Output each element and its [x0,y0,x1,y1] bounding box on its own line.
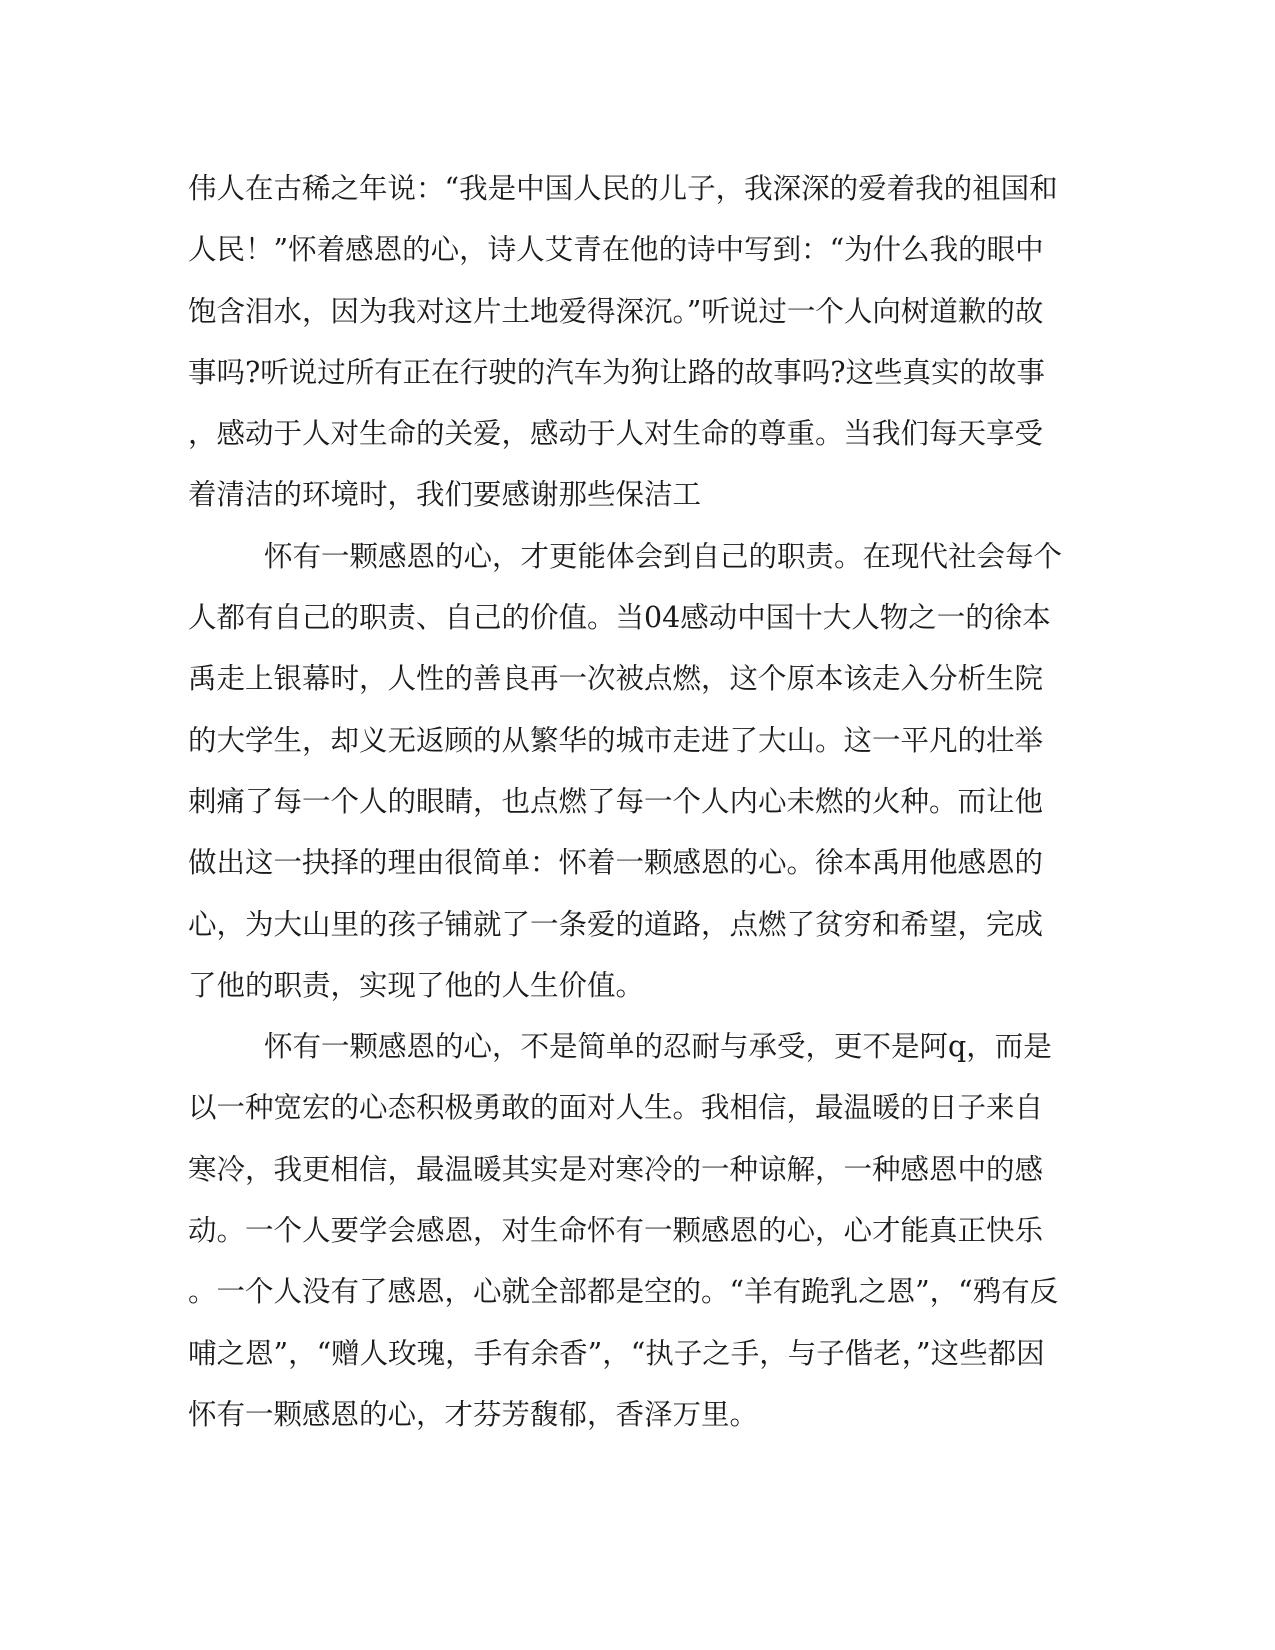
text-line: 伟人在古稀之年说：“我是中国人民的儿子，我深深的爱着我的祖国和 [188,172,1058,205]
text-line: 刺痛了每一个人的眼睛，也点燃了每一个人内心未燃的火种。而让他 [188,784,1044,818]
text-line: 哺之恩”，“赠人玫瑰，手有余香”，“执子之手，与子偕老，”这些都因 [188,1336,1045,1370]
paragraph-3 [188,1016,1088,1445]
text-line: 做出这一抉择的理由很简单：怀着一颗感恩的心。徐本禹用他感恩的 [188,846,1044,880]
text-line: 人都有自己的职责、自己的价值。当04感动中国十大人物之一的徐本 [188,601,1051,635]
text-line: 了他的职责，实现了他的人生价值。 [188,968,645,1002]
text-line: 心，为大山里的孩子铺就了一条爱的道路，点燃了贫穷和希望，完成 [188,907,1044,941]
text-line: 以一种宽宏的心态积极勇敢的面对人生。我相信，最温暖的日子来自 [188,1091,1044,1125]
text-line: 怀有一颗感恩的心，不是简单的忍耐与承受，更不是阿q，而是 [264,1030,1052,1064]
text-line: 着清洁的环境时，我们要感谢那些保洁工 [188,478,702,512]
text-line: 人民！”怀着感恩的心，诗人艾青在他的诗中写到：“为什么我的眼中 [188,233,1044,267]
text-line: 的大学生，却义无返顾的从繁华的城市走进了大山。这一平凡的壮举 [188,723,1044,757]
text-line: 怀有一颗感恩的心，才芬芳馥郁，香泽万里。 [188,1397,759,1431]
document-body [188,158,1088,1445]
text-line: 禹走上银幕时，人性的善良再一次被点燃，这个原本该走入分析生院 [188,662,1044,696]
text-line: 寒冷，我更相信，最温暖其实是对寒冷的一种谅解，一种感恩中的感 [188,1152,1044,1186]
text-line: 。一个人没有了感恩，心就全部都是空的。“羊有跪乳之恩”，“鸦有反 [188,1275,1059,1309]
text-line: 怀有一颗感恩的心，才更能体会到自己的职责。在现代社会每个 [264,539,1063,573]
text-line: 动。一个人要学会感恩，对生命怀有一颗感恩的心，心才能真正快乐 [188,1214,1044,1248]
paragraph-1 [188,158,1088,526]
text-line: ，感动于人对生命的关爱，感动于人对生命的尊重。当我们每天享受 [188,417,1044,451]
paragraph-2 [188,526,1088,1016]
text-line: 饱含泪水，因为我对这片土地爱得深沉。”听说过一个人向树道歉的故 [188,294,1044,328]
text-line: 事吗?听说过所有正在行驶的汽车为狗让路的故事吗?这些真实的故事 [188,355,1046,389]
